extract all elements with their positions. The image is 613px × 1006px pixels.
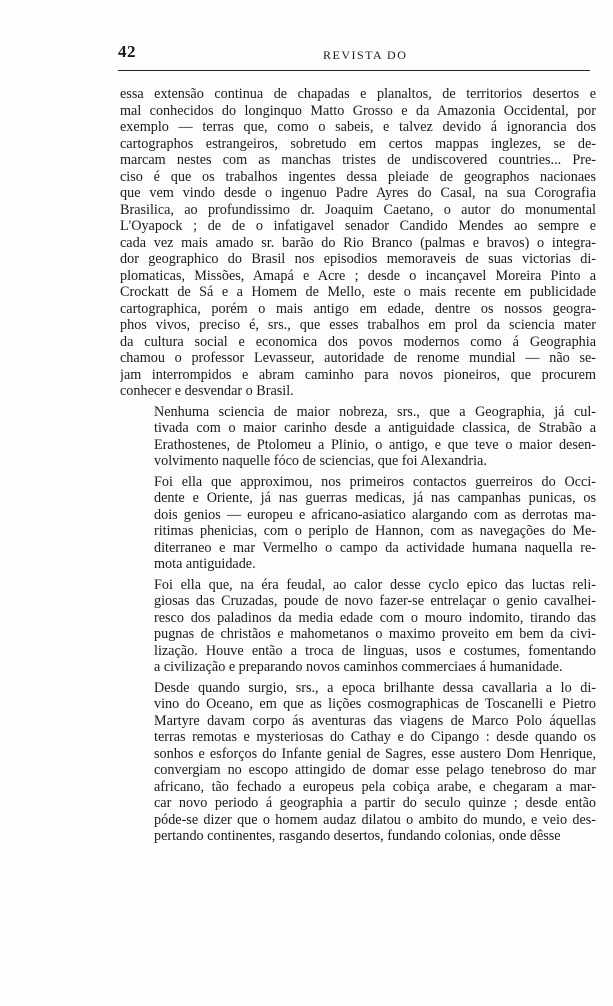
paragraph bbox=[120, 577, 596, 676]
text-line: vino do Oceano, em que as lições cosmographicas de Toscanelli e Pietro bbox=[154, 696, 596, 712]
text-line: convergiam no escopo attingido de domar esse pelago tenebroso do mar bbox=[154, 762, 596, 778]
text-line: dois genios — europeu e africano-asiatico alargando com as derrotas ma- bbox=[154, 506, 596, 523]
text-line: chamou o professor Levasseur, autoridade de renome mundial — não se- bbox=[120, 350, 596, 366]
text-line: dor geographico do Brasil nos episodios memoraveis de suas victorias di- bbox=[120, 251, 596, 267]
text-line: ciso é que os trabalhos ingentes dessa pleiade de geographos nacionaes bbox=[120, 168, 596, 185]
text-line: Crockatt de Sá e a Homem de Mello, este o mais recente em publicidade bbox=[120, 284, 596, 300]
text-line: pertando continentes, rasgando desertos, fundando colonias, onde dêsse bbox=[154, 828, 561, 844]
text-line: Erathostenes, de Ptolomeu a Plinio, o antigo, e que teve o maior desen- bbox=[154, 436, 596, 453]
text-line: car novo periodo á geographia a partir do seculo quinze ; desde então bbox=[154, 795, 596, 811]
paragraph bbox=[120, 86, 596, 400]
text-line: giosas das Cruzadas, poude de novo fazer-se entrelaçar o genio cavalhei- bbox=[154, 593, 596, 609]
text-line: pugnas de christãos e mahometanos o maximo proveito em bem da civi- bbox=[154, 626, 596, 642]
text-line: póde-se dizer que o homem audaz dilatou o ambito do mundo, e veio des- bbox=[154, 811, 596, 828]
text-line: Foi ella que, na éra feudal, ao calor desse cyclo epico das luctas reli- bbox=[154, 576, 596, 593]
text-line: dente e Oriente, já nas guerras medicas, já nas campanhas punicas, os bbox=[154, 490, 596, 506]
text-line: jam interrompidos e abram caminho para novos pioneiros, que procurem bbox=[120, 366, 596, 383]
text-line: a civilização e preparando novos caminhos commerciaes á humanidade. bbox=[154, 659, 563, 675]
text-line: da cultura social e economica dos povos modernos como á Geographia bbox=[120, 333, 596, 350]
text-line: conhecer e desvendar o Brasil. bbox=[120, 383, 294, 399]
text-line: que vem vindo desde o ingenuo Padre Ayres do Casal, na sua Corografia bbox=[120, 185, 596, 201]
text-line: resco dos paladinos da media edade com o mouro indomito, tirando das bbox=[154, 609, 596, 626]
running-head bbox=[118, 42, 588, 66]
text-line: Martyre davam corpo ás aventuras das viagens de Marco Polo áquellas bbox=[154, 712, 596, 729]
text-line: marcam nestes com as manchas tristes de undiscovered countries... Pre- bbox=[120, 152, 596, 168]
text-line: cartographica, porém o mais antigo em edade, dentre os nossos geogra- bbox=[120, 300, 596, 317]
text-line: ritimas phenicias, com o periplo de Hannon, com as navegações do Me- bbox=[154, 523, 596, 539]
page-number: 42 bbox=[118, 42, 136, 61]
text-line: tivada com o maior carinho desde a antiguidade classica, de Strabão a bbox=[154, 420, 596, 436]
text-line: L'Oyapock ; de de o infatigavel senador Candido Mendes ao sempre e bbox=[120, 218, 596, 234]
text-line: diterraneo e mar Vermelho o campo da actividade humana naquella re- bbox=[154, 539, 596, 556]
paragraph bbox=[120, 680, 596, 845]
text-line: phos vivos, preciso é, srs., que esses trabalhos em prol da sciencia mater bbox=[120, 317, 596, 333]
paragraph bbox=[120, 474, 596, 573]
text-line: Foi ella que approximou, nos primeiros contactos guerreiros do Occi- bbox=[154, 473, 596, 490]
article-body bbox=[120, 86, 596, 845]
text-line: mota antiguidade. bbox=[154, 556, 256, 572]
text-line: africano, tão fechado a europeus pela cobiça arabe, e chegaram a mar- bbox=[154, 778, 596, 795]
text-line: plomaticas, Missões, Amapá e Acre ; desde o incançavel Moreira Pinto a bbox=[120, 267, 596, 284]
text-line: cada vez mais amado sr. barão do Rio Branco (palmas e bravos) o integra- bbox=[120, 234, 596, 251]
text-line: sonhos e esforços do Infante genial de Sagres, esse austero Dom Henrique, bbox=[154, 745, 596, 762]
text-line: lização. Houve então a troca de linguas, usos e costumes, fomentando bbox=[154, 642, 596, 659]
paragraph bbox=[120, 404, 596, 470]
text-line: mal conhecidos do longinquo Matto Grosso e da Amazonia Occidental, por bbox=[120, 102, 596, 119]
text-line: Nenhuma sciencia de maior nobreza, srs., que a Geographia, já cul- bbox=[154, 403, 596, 420]
text-line: cartographos estrangeiros, sobretudo em certos mappas inglezes, se de- bbox=[120, 135, 596, 152]
header-rule bbox=[118, 70, 590, 71]
text-line: exemplo — terras que, como o sabeis, e talvez devido á ignorancia dos bbox=[120, 119, 596, 135]
text-line: terras remotas e mysteriosas do Cathay e do Cipango : desde quando os bbox=[154, 729, 596, 745]
text-line: Brasilica, ao profundissimo dr. Joaquim Caetano, o autor do monumental bbox=[120, 201, 596, 218]
text-line: volvimento naquelle fóco de sciencias, que foi Alexandria. bbox=[154, 453, 487, 469]
text-line: essa extensão continua de chapadas e planaltos, de territorios desertos e bbox=[120, 86, 596, 102]
text-line: Desde quando surgio, srs., a epoca brilhante dessa cavallaria a lo di- bbox=[154, 679, 596, 696]
journal-title: REVISTA DO bbox=[323, 48, 408, 62]
